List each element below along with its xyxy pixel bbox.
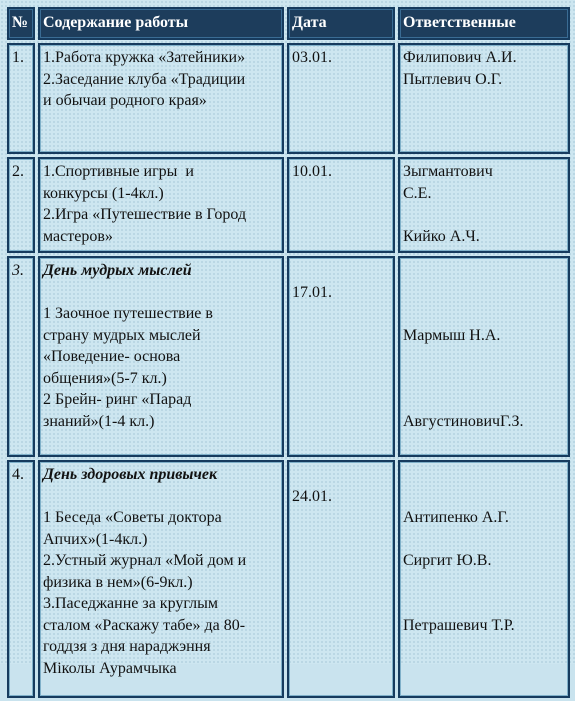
row-responsible <box>398 256 570 457</box>
spacer <box>43 486 279 508</box>
content-line: 1.Спортивные игры и <box>43 163 194 180</box>
row-content <box>38 157 284 253</box>
content-line: общения»(5-7 кл.) <box>43 369 167 387</box>
spacer <box>403 368 565 390</box>
row-number: 3. <box>7 256 35 457</box>
header-content: Содержание работы <box>38 7 284 40</box>
date-value: 24.01. <box>292 487 332 505</box>
spacer <box>403 572 565 594</box>
content-line: 2.Устный журнал «Мой дом и <box>43 552 247 569</box>
spacer <box>403 389 565 411</box>
responsible-line: Филипович А.И. <box>403 49 517 66</box>
content-line: 2 Брейн- ринг «Парад <box>43 391 192 408</box>
table-row <box>7 157 570 253</box>
schedule-table <box>4 4 573 701</box>
responsible-line: Пытлевич О.Г. <box>403 70 503 88</box>
row-date: 03.01. <box>287 43 395 154</box>
content-line: «Поведение- основа <box>43 348 181 365</box>
row-date: 10.01. <box>287 157 395 253</box>
row-date <box>287 256 395 457</box>
row-responsible <box>398 43 570 154</box>
spacer <box>403 486 565 508</box>
header-row <box>7 7 570 40</box>
row-content <box>38 460 284 698</box>
header-number: № <box>7 7 35 40</box>
content-line: мастеров» <box>43 227 113 245</box>
spacer <box>403 593 565 615</box>
row-number: 4. <box>7 460 35 698</box>
responsible-line: АвгустиновичГ.З. <box>403 412 524 430</box>
date-value: 17.01. <box>292 283 332 301</box>
content-line: 1 Беседа «Советы доктора <box>43 509 222 526</box>
spacer <box>403 282 565 304</box>
content-line: 3.Паседжанне за круглым <box>43 595 218 612</box>
content-line: годдзя з дня нараджэння <box>43 638 211 655</box>
content-line: страну мудрых мыслей <box>43 326 201 344</box>
header-responsible: Ответственные <box>398 7 570 40</box>
content-line: 2.Заседание клуба «Традиции <box>43 70 246 88</box>
table-row <box>7 460 570 698</box>
table-row <box>7 43 570 154</box>
responsible-line: С.Е. <box>403 184 432 202</box>
spacer <box>403 529 565 551</box>
spacer <box>403 303 565 325</box>
row-content <box>38 43 284 154</box>
row-responsible <box>398 460 570 698</box>
content-line: Апчих»(1-4кл.) <box>43 530 148 548</box>
content-line: Міколы Аурамчыка <box>43 659 177 677</box>
spacer <box>292 464 390 486</box>
responsible-line: Сиргит Ю.В. <box>403 552 492 569</box>
responsible-line: Петрашевич Т.Р. <box>403 616 515 634</box>
spacer <box>403 204 565 226</box>
header-date: Дата <box>287 7 395 40</box>
content-line: 1 Заочное путешествие в <box>43 305 213 322</box>
content-line: физика в нем»(6-9кл.) <box>43 573 193 591</box>
responsible-line: Мармыш Н.А. <box>403 326 501 344</box>
day-title: День мудрых мыслей <box>43 262 192 279</box>
table-row <box>7 256 570 457</box>
content-line: 2.Игра «Путешествие в Город <box>43 206 247 223</box>
responsible-line: Зыгмантович <box>403 163 493 180</box>
spacer <box>292 260 390 282</box>
row-number: 2. <box>7 157 35 253</box>
responsible-line: Кийко А.Ч. <box>403 227 480 245</box>
row-content <box>38 256 284 457</box>
content-line: 1.Работа кружка «Затейники» <box>43 49 246 66</box>
day-title: День здоровых привычек <box>43 466 218 483</box>
spacer <box>403 464 565 486</box>
row-date <box>287 460 395 698</box>
row-responsible <box>398 157 570 253</box>
row-number: 1. <box>7 43 35 154</box>
content-line: конкурсы (1-4кл.) <box>43 184 164 202</box>
spacer <box>403 260 565 282</box>
content-line: знаний»(1-4 кл.) <box>43 412 155 430</box>
spacer <box>43 282 279 304</box>
content-line: и обычаи родного края» <box>43 92 207 109</box>
responsible-line: Антипенко А.Г. <box>403 509 509 526</box>
content-line: сталом «Раскажу табе» да 80- <box>43 616 246 634</box>
spacer <box>403 346 565 368</box>
